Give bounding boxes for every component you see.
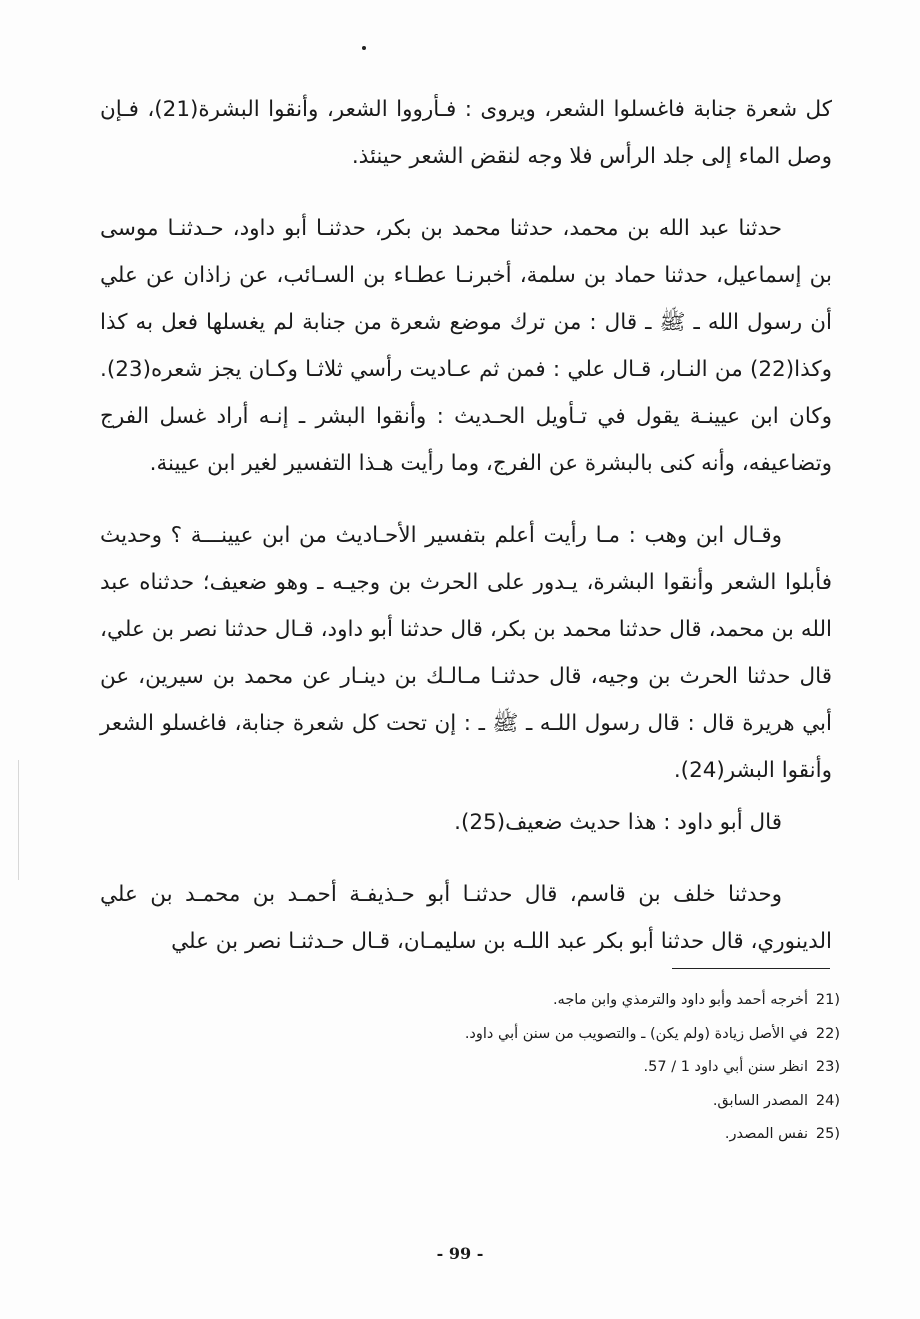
footnote-number: 22) bbox=[815, 1025, 840, 1042]
footnote-item bbox=[320, 1051, 840, 1085]
top-dot-mark bbox=[362, 46, 366, 50]
footnote-text: في الأصل زيادة (ولم يكن) ـ والتصويب من سنن أبي داود. bbox=[464, 1025, 808, 1042]
paragraph-5: وحدثنا خلف بن قاسم، قال حدثنـا أبو حـذيفـة أحمـد بن محمـد بن علي الدينوري، قال حدثنا أبو بكر عبد اللـه بن سليمـان، قـال حـدثنـا نصر بن علي bbox=[100, 882, 832, 954]
footnote-number: 23) bbox=[815, 1059, 840, 1075]
main-text bbox=[100, 86, 832, 965]
footnote-item bbox=[320, 1118, 840, 1152]
page-number: - 99 - bbox=[436, 1244, 484, 1263]
footnote-text: أخرجه أحمد وأبو داود والترمذي وابن ماجه. bbox=[552, 992, 808, 1008]
paragraph-3: وقـال ابن وهب : مـا رأيت أعلم بتفسير الأحـاديث من ابن عيينـــة ؟ وحديث فأبلوا الشعر وأنقوا البشرة، يـدور على الحرث بن وجيـه ـ وهو ضعيف؛ حدثناه عبد الله بن محمد، قال حدثنا محمد بن بكر، قال حدثنا أبو داود، قـال حدثنا نصر بن علي، قال حدثنا الحرث بن وجيه، قال حدثنـا مـالـك بن دينـار عن محمد بن سيرين، عن أبي هريرة قال : قال رسول اللـه ـ ﷺ ـ : إن تحت كل شعرة جنابة، فاغسلو الشعر وأنقوا البشر(24). bbox=[100, 523, 832, 783]
footnote-text: انظر سنن أبي داود 1 / 57. bbox=[643, 1059, 808, 1075]
footnote-text: نفس المصدر. bbox=[724, 1126, 808, 1142]
footnote-item bbox=[320, 984, 840, 1018]
paragraph-2: حدثنا عبد الله بن محمد، حدثنا محمد بن بكر، حدثنـا أبو داود، حـدثنـا موسى بن إسماعيل، حدثنا حماد بن سلمة، أخبرنـا عطـاء بن السـائب، عن زاذان عن علي أن رسول الله ـ ﷺ ـ قال : من ترك موضع شعرة من جنابة لم يغسلها فعل به كذا وكذا(22) من النـار، قـال علي : فمن ثم عـاديت رأسي ثلاثـا وكـان يجز شعره(23). وكان ابن عيينـة يقول في تـأويل الحـديث : وأنقوا البشر ـ إنـه أراد غسل الفرج وتضاعيفه، وأنه كنى بالبشرة عن الفرج، وما رأيت هـذا التفسير لغير ابن عيينة. bbox=[100, 216, 832, 476]
footnote-separator bbox=[672, 968, 830, 969]
footnote-number: 24) bbox=[815, 1092, 840, 1109]
paragraph-1: كل شعرة جنابة فاغسلوا الشعر، ويروى : فـأرووا الشعر، وأنقوا البشرة(21)، فـإن وصل الماء إلى جلد الرأس فلا وجه لنقض الشعر حينئذ. bbox=[100, 97, 833, 169]
paragraph-4: قال أبو داود : هذا حديث ضعيف(25). bbox=[454, 810, 782, 835]
footnote-number: 25) bbox=[815, 1126, 840, 1142]
footnote-text: المصدر السابق. bbox=[712, 1092, 808, 1109]
footnote-item bbox=[320, 1085, 840, 1119]
footnote-number: 21) bbox=[815, 992, 840, 1008]
footnotes bbox=[320, 984, 840, 1152]
scan-edge-mark bbox=[18, 760, 19, 880]
footnote-item bbox=[320, 1018, 840, 1052]
